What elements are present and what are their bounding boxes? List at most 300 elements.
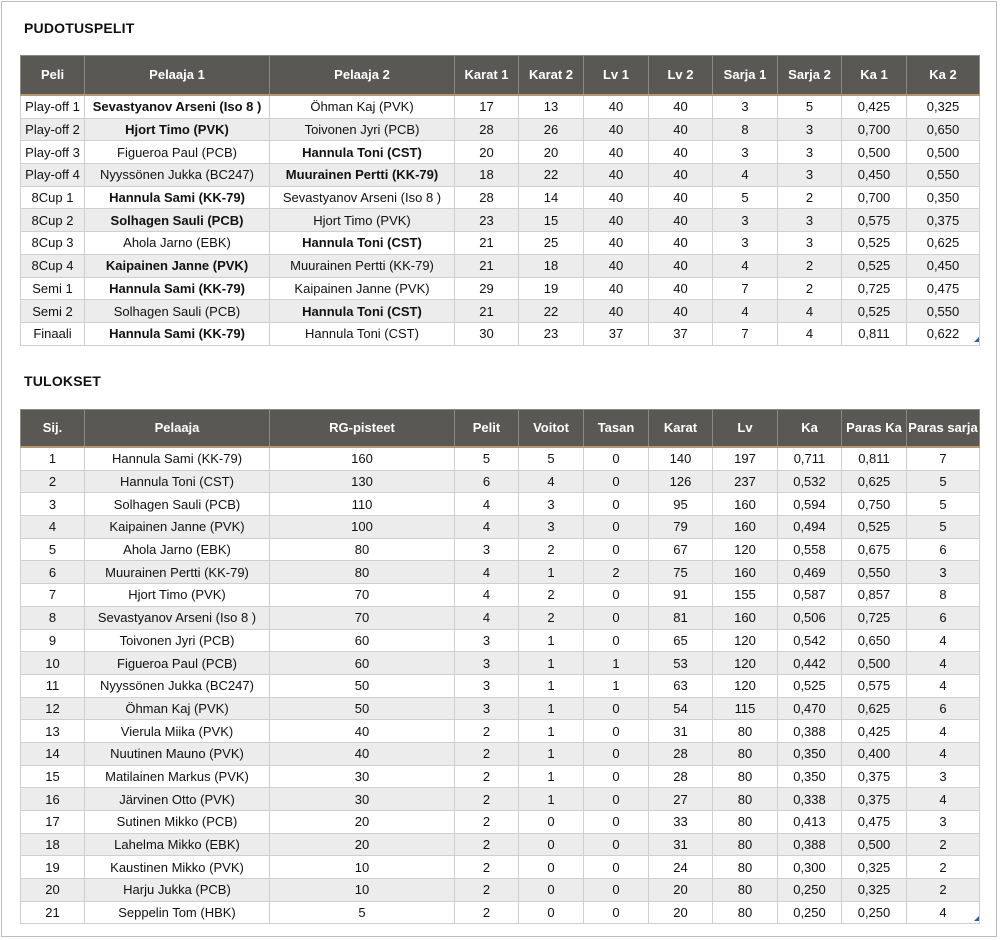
cell-tasan: 0	[584, 811, 649, 834]
cell-sij: 8	[21, 606, 85, 629]
header-ka-2: Ka 2	[907, 56, 980, 96]
cell-pelaaja: Kaustinen Mikko (PVK)	[85, 856, 270, 879]
cell-ka: 0,532	[778, 470, 842, 493]
cell-tasan: 0	[584, 765, 649, 788]
table-row	[21, 879, 980, 902]
cell-karat: 28	[649, 742, 713, 765]
cell-paras-ka: 0,250	[842, 901, 907, 924]
cell-pelit: 2	[455, 879, 519, 902]
table-row	[21, 901, 980, 924]
cell-sij: 9	[21, 629, 85, 652]
cell-ka2: 0,622	[907, 322, 980, 345]
header-voitot: Voitot	[519, 410, 584, 448]
cell-peli: 8Cup 1	[21, 186, 85, 209]
cell-pelaaja: Seppelin Tom (HBK)	[85, 901, 270, 924]
cell-tasan: 0	[584, 742, 649, 765]
cell-sij: 11	[21, 674, 85, 697]
cell-ka1: 0,700	[842, 118, 907, 141]
cell-lv2: 40	[649, 232, 713, 255]
cell-pelaaja: Figueroa Paul (PCB)	[85, 652, 270, 675]
cell-lv2: 40	[649, 141, 713, 164]
cell-tasan: 0	[584, 584, 649, 607]
cell-p2: Hjort Timo (PVK)	[270, 209, 455, 232]
cell-rg: 30	[270, 788, 455, 811]
cell-pelit: 2	[455, 901, 519, 924]
cell-karat2: 22	[519, 164, 584, 187]
header-karat-2: Karat 2	[519, 56, 584, 96]
cell-rg: 50	[270, 697, 455, 720]
cell-lv: 115	[713, 697, 778, 720]
cell-sarja1: 3	[713, 232, 778, 255]
cell-peli: 8Cup 4	[21, 254, 85, 277]
cell-voitot: 0	[519, 856, 584, 879]
cell-lv: 80	[713, 742, 778, 765]
cell-sarja1: 4	[713, 254, 778, 277]
cell-lv1: 40	[584, 164, 649, 187]
cell-p2: Sevastyanov Arseni (Iso 8 )	[270, 186, 455, 209]
cell-sij: 4	[21, 516, 85, 539]
cell-ka: 0,413	[778, 811, 842, 834]
cell-lv2: 40	[649, 164, 713, 187]
cell-karat1: 21	[455, 254, 519, 277]
cell-paras-sarja: 2	[907, 856, 980, 879]
cell-lv: 80	[713, 765, 778, 788]
table-row	[21, 629, 980, 652]
header-karat: Karat	[649, 410, 713, 448]
cell-ka2: 0,450	[907, 254, 980, 277]
cell-karat: 33	[649, 811, 713, 834]
table-row	[21, 300, 980, 323]
cell-pelit: 3	[455, 538, 519, 561]
cell-ka: 0,388	[778, 720, 842, 743]
cell-karat: 31	[649, 833, 713, 856]
table-row	[21, 118, 980, 141]
cell-karat: 24	[649, 856, 713, 879]
cell-pelaaja: Vierula Miika (PVK)	[85, 720, 270, 743]
cell-p1: Hannula Sami (KK-79)	[85, 186, 270, 209]
cell-voitot: 5	[519, 447, 584, 470]
cell-karat2: 20	[519, 141, 584, 164]
cell-sij: 17	[21, 811, 85, 834]
cell-paras-ka: 0,811	[842, 447, 907, 470]
cell-lv1: 40	[584, 277, 649, 300]
cell-ka2: 0,550	[907, 164, 980, 187]
cell-sarja2: 3	[778, 232, 842, 255]
pudotuspelit-header-row	[21, 56, 980, 96]
header-sarja-1: Sarja 1	[713, 56, 778, 96]
cell-p2: Hannula Toni (CST)	[270, 322, 455, 345]
cell-voitot: 4	[519, 470, 584, 493]
cell-sij: 20	[21, 879, 85, 902]
table-row	[21, 561, 980, 584]
cell-voitot: 0	[519, 833, 584, 856]
cell-rg: 40	[270, 720, 455, 743]
cell-karat2: 19	[519, 277, 584, 300]
cell-pelit: 4	[455, 561, 519, 584]
cell-pelaaja: Solhagen Sauli (PCB)	[85, 493, 270, 516]
cell-paras-sarja: 2	[907, 833, 980, 856]
cell-rg: 20	[270, 811, 455, 834]
cell-lv2: 40	[649, 300, 713, 323]
cell-ka: 0,506	[778, 606, 842, 629]
cell-rg: 110	[270, 493, 455, 516]
cell-paras-ka: 0,525	[842, 516, 907, 539]
cell-sarja2: 4	[778, 300, 842, 323]
cell-pelit: 2	[455, 811, 519, 834]
cell-rg: 60	[270, 652, 455, 675]
cell-sarja1: 4	[713, 164, 778, 187]
cell-paras-ka: 0,650	[842, 629, 907, 652]
cell-tasan: 0	[584, 516, 649, 539]
cell-paras-ka: 0,375	[842, 765, 907, 788]
cell-ka: 0,587	[778, 584, 842, 607]
cell-p2: Kaipainen Janne (PVK)	[270, 277, 455, 300]
cell-pelit: 2	[455, 856, 519, 879]
cell-voitot: 2	[519, 538, 584, 561]
cell-karat: 140	[649, 447, 713, 470]
cell-paras-sarja: 5	[907, 516, 980, 539]
cell-pelaaja: Sutinen Mikko (PCB)	[85, 811, 270, 834]
table-row	[21, 95, 980, 118]
cell-paras-sarja: 4	[907, 652, 980, 675]
cell-rg: 60	[270, 629, 455, 652]
cell-sarja1: 3	[713, 209, 778, 232]
cell-paras-ka: 0,375	[842, 788, 907, 811]
table-row	[21, 742, 980, 765]
table-row	[21, 322, 980, 345]
cell-paras-ka: 0,475	[842, 811, 907, 834]
cell-ka: 0,525	[778, 674, 842, 697]
cell-rg: 30	[270, 765, 455, 788]
header-pelit: Pelit	[455, 410, 519, 448]
cell-ka: 0,250	[778, 901, 842, 924]
cell-rg: 100	[270, 516, 455, 539]
cell-lv: 120	[713, 629, 778, 652]
cell-paras-ka: 0,625	[842, 697, 907, 720]
cell-karat1: 28	[455, 186, 519, 209]
tulokset-table	[20, 409, 980, 924]
header-rg-pisteet: RG-pisteet	[270, 410, 455, 448]
cell-sarja1: 5	[713, 186, 778, 209]
cell-lv1: 37	[584, 322, 649, 345]
table-row	[21, 164, 980, 187]
table-row	[21, 856, 980, 879]
cell-lv: 80	[713, 811, 778, 834]
cell-karat1: 18	[455, 164, 519, 187]
cell-p1: Hannula Sami (KK-79)	[85, 277, 270, 300]
cell-karat: 27	[649, 788, 713, 811]
table-row	[21, 606, 980, 629]
cell-karat2: 25	[519, 232, 584, 255]
cell-karat2: 13	[519, 95, 584, 118]
cell-ka1: 0,525	[842, 254, 907, 277]
cell-paras-ka: 0,550	[842, 561, 907, 584]
cell-lv2: 40	[649, 118, 713, 141]
cell-sij: 7	[21, 584, 85, 607]
cell-paras-ka: 0,750	[842, 493, 907, 516]
cell-sij: 21	[21, 901, 85, 924]
cell-lv: 80	[713, 901, 778, 924]
cell-tasan: 0	[584, 697, 649, 720]
cell-ka: 0,350	[778, 742, 842, 765]
cell-tasan: 0	[584, 470, 649, 493]
cell-paras-ka: 0,675	[842, 538, 907, 561]
cell-ka1: 0,525	[842, 232, 907, 255]
cell-rg: 80	[270, 561, 455, 584]
table-row	[21, 765, 980, 788]
cell-pelaaja: Kaipainen Janne (PVK)	[85, 516, 270, 539]
cell-lv: 160	[713, 606, 778, 629]
header-ka: Ka	[778, 410, 842, 448]
cell-sij: 15	[21, 765, 85, 788]
cell-ka: 0,300	[778, 856, 842, 879]
cell-paras-ka: 0,500	[842, 652, 907, 675]
cell-p2: Öhman Kaj (PVK)	[270, 95, 455, 118]
cell-voitot: 1	[519, 788, 584, 811]
cell-ka2: 0,375	[907, 209, 980, 232]
cell-sij: 13	[21, 720, 85, 743]
cell-karat: 91	[649, 584, 713, 607]
cell-pelaaja: Ahola Jarno (EBK)	[85, 538, 270, 561]
cell-voitot: 1	[519, 674, 584, 697]
table-row	[21, 652, 980, 675]
tulokset-title: TULOKSET	[24, 373, 102, 389]
cell-voitot: 0	[519, 901, 584, 924]
cell-karat1: 20	[455, 141, 519, 164]
cell-ka: 0,711	[778, 447, 842, 470]
cell-karat: 126	[649, 470, 713, 493]
cell-paras-sarja: 4	[907, 720, 980, 743]
cell-ka2: 0,625	[907, 232, 980, 255]
cell-peli: Semi 2	[21, 300, 85, 323]
cell-lv: 80	[713, 720, 778, 743]
header-paras-sarja: Paras sarja	[907, 410, 980, 448]
cell-lv1: 40	[584, 300, 649, 323]
table-row	[21, 674, 980, 697]
cell-karat: 67	[649, 538, 713, 561]
cell-lv1: 40	[584, 186, 649, 209]
cell-karat2: 22	[519, 300, 584, 323]
tulokset-body	[21, 447, 980, 924]
cell-sarja2: 3	[778, 209, 842, 232]
cell-ka: 0,594	[778, 493, 842, 516]
cell-karat2: 15	[519, 209, 584, 232]
cell-voitot: 2	[519, 584, 584, 607]
cell-ka2: 0,475	[907, 277, 980, 300]
cell-p2: Muurainen Pertti (KK-79)	[270, 254, 455, 277]
cell-paras-sarja: 5	[907, 493, 980, 516]
cell-pelaaja: Nuutinen Mauno (PVK)	[85, 742, 270, 765]
cell-tasan: 0	[584, 629, 649, 652]
cell-sarja2: 2	[778, 254, 842, 277]
table-row	[21, 811, 980, 834]
cell-lv: 120	[713, 652, 778, 675]
cell-pelaaja: Hannula Sami (KK-79)	[85, 447, 270, 470]
cell-rg: 80	[270, 538, 455, 561]
cell-tasan: 0	[584, 788, 649, 811]
cell-ka: 0,542	[778, 629, 842, 652]
cell-voitot: 0	[519, 879, 584, 902]
cell-paras-ka: 0,575	[842, 674, 907, 697]
cell-voitot: 1	[519, 561, 584, 584]
header-lv: Lv	[713, 410, 778, 448]
cell-ka1: 0,811	[842, 322, 907, 345]
cell-ka: 0,250	[778, 879, 842, 902]
cell-ka: 0,388	[778, 833, 842, 856]
cell-rg: 10	[270, 856, 455, 879]
cell-lv1: 40	[584, 118, 649, 141]
cell-ka1: 0,450	[842, 164, 907, 187]
cell-ka1: 0,425	[842, 95, 907, 118]
header-lv-2: Lv 2	[649, 56, 713, 96]
cell-lv: 80	[713, 833, 778, 856]
cell-rg: 160	[270, 447, 455, 470]
table-row	[21, 788, 980, 811]
cell-sij: 3	[21, 493, 85, 516]
cell-pelit: 5	[455, 447, 519, 470]
pudotuspelit-table	[20, 55, 980, 346]
cell-sarja2: 2	[778, 277, 842, 300]
cell-lv1: 40	[584, 254, 649, 277]
cell-pelaaja: Sevastyanov Arseni (Iso 8 )	[85, 606, 270, 629]
cell-lv2: 40	[649, 209, 713, 232]
pudotuspelit-title: PUDOTUSPELIT	[24, 20, 135, 36]
cell-karat: 65	[649, 629, 713, 652]
cell-lv: 80	[713, 856, 778, 879]
cell-paras-sarja: 2	[907, 879, 980, 902]
cell-pelaaja: Harju Jukka (PCB)	[85, 879, 270, 902]
cell-karat: 63	[649, 674, 713, 697]
cell-tasan: 0	[584, 493, 649, 516]
table-row	[21, 516, 980, 539]
cell-karat1: 21	[455, 300, 519, 323]
cell-voitot: 1	[519, 742, 584, 765]
cell-ka2: 0,500	[907, 141, 980, 164]
table-row	[21, 470, 980, 493]
cell-lv: 160	[713, 561, 778, 584]
header-pelaaja: Pelaaja	[85, 410, 270, 448]
cell-karat1: 21	[455, 232, 519, 255]
cell-karat1: 30	[455, 322, 519, 345]
cell-pelit: 2	[455, 765, 519, 788]
cell-paras-sarja: 3	[907, 561, 980, 584]
cell-p2: Muurainen Pertti (KK-79)	[270, 164, 455, 187]
cell-pelaaja: Toivonen Jyri (PCB)	[85, 629, 270, 652]
cell-sij: 16	[21, 788, 85, 811]
cell-paras-sarja: 4	[907, 629, 980, 652]
cell-sarja2: 4	[778, 322, 842, 345]
cell-paras-ka: 0,400	[842, 742, 907, 765]
cell-paras-sarja: 6	[907, 697, 980, 720]
cell-sij: 14	[21, 742, 85, 765]
cell-sij: 12	[21, 697, 85, 720]
cell-rg: 130	[270, 470, 455, 493]
cell-pelaaja: Lahelma Mikko (EBK)	[85, 833, 270, 856]
cell-sarja2: 5	[778, 95, 842, 118]
cell-ka1: 0,575	[842, 209, 907, 232]
cell-rg: 50	[270, 674, 455, 697]
cell-pelaaja: Öhman Kaj (PVK)	[85, 697, 270, 720]
cell-pelit: 4	[455, 584, 519, 607]
cell-p1: Kaipainen Janne (PVK)	[85, 254, 270, 277]
cell-pelit: 2	[455, 720, 519, 743]
cell-sij: 2	[21, 470, 85, 493]
cell-tasan: 1	[584, 674, 649, 697]
table-row	[21, 720, 980, 743]
cell-sij: 6	[21, 561, 85, 584]
cell-voitot: 3	[519, 516, 584, 539]
cell-lv2: 40	[649, 186, 713, 209]
cell-p1: Hannula Sami (KK-79)	[85, 322, 270, 345]
table-row	[21, 209, 980, 232]
cell-lv1: 40	[584, 209, 649, 232]
cell-paras-sarja: 4	[907, 674, 980, 697]
cell-ka2: 0,350	[907, 186, 980, 209]
cell-rg: 70	[270, 606, 455, 629]
cell-lv: 80	[713, 879, 778, 902]
cell-karat: 20	[649, 879, 713, 902]
cell-lv1: 40	[584, 141, 649, 164]
cell-tasan: 0	[584, 879, 649, 902]
header-sij: Sij.	[21, 410, 85, 448]
cell-voitot: 0	[519, 811, 584, 834]
cell-pelaaja: Matilainen Markus (PVK)	[85, 765, 270, 788]
cell-tasan: 2	[584, 561, 649, 584]
cell-lv: 155	[713, 584, 778, 607]
cell-ka1: 0,500	[842, 141, 907, 164]
cell-sarja1: 8	[713, 118, 778, 141]
cell-pelaaja: Hannula Toni (CST)	[85, 470, 270, 493]
table-row	[21, 447, 980, 470]
cell-paras-ka: 0,725	[842, 606, 907, 629]
cell-lv: 120	[713, 538, 778, 561]
cell-p2: Hannula Toni (CST)	[270, 300, 455, 323]
cell-voitot: 1	[519, 629, 584, 652]
cell-sij: 19	[21, 856, 85, 879]
cell-sarja2: 3	[778, 164, 842, 187]
cell-tasan: 1	[584, 652, 649, 675]
cell-lv2: 37	[649, 322, 713, 345]
header-peli: Peli	[21, 56, 85, 96]
cell-pelaaja: Järvinen Otto (PVK)	[85, 788, 270, 811]
cell-paras-sarja: 6	[907, 606, 980, 629]
cell-p1: Figueroa Paul (PCB)	[85, 141, 270, 164]
cell-p1: Ahola Jarno (EBK)	[85, 232, 270, 255]
cell-pelit: 4	[455, 493, 519, 516]
cell-voitot: 2	[519, 606, 584, 629]
cell-paras-sarja: 6	[907, 538, 980, 561]
cell-lv: 237	[713, 470, 778, 493]
cell-ka1: 0,725	[842, 277, 907, 300]
cell-paras-sarja: 8	[907, 584, 980, 607]
cell-peli: 8Cup 3	[21, 232, 85, 255]
cell-lv2: 40	[649, 95, 713, 118]
cell-sarja1: 7	[713, 322, 778, 345]
cell-karat: 54	[649, 697, 713, 720]
cell-p1: Solhagen Sauli (PCB)	[85, 209, 270, 232]
table-row	[21, 232, 980, 255]
cell-paras-ka: 0,425	[842, 720, 907, 743]
cell-paras-ka: 0,857	[842, 584, 907, 607]
cell-pelaaja: Muurainen Pertti (KK-79)	[85, 561, 270, 584]
cell-sarja2: 3	[778, 141, 842, 164]
cell-lv2: 40	[649, 277, 713, 300]
cell-peli: Play-off 4	[21, 164, 85, 187]
cell-p1: Hjort Timo (PVK)	[85, 118, 270, 141]
cell-sij: 18	[21, 833, 85, 856]
resize-handle-icon	[974, 916, 979, 921]
cell-paras-sarja: 4	[907, 901, 980, 924]
